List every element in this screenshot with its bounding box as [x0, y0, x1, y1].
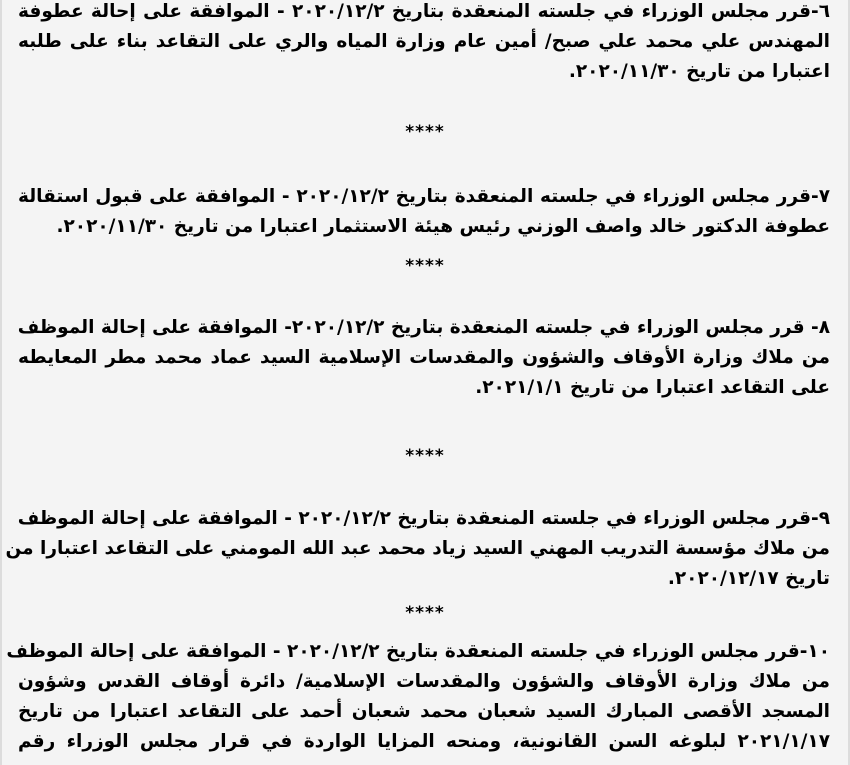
decision-line: ٢٠٢١/١/١٧ لبلوغه السن القانونية، ومنحه المزايا الواردة في قرار مجلس الوزراء رقم [18, 731, 830, 752]
separator-stars: **** [405, 256, 445, 276]
decision-line: من ملاك وزارة الأوقاف والشؤون والمقدسات الإسلامية/ دائرة أوقاف القدس وشؤون [18, 671, 830, 692]
decision-line: المسجد الأقصى المبارك السيد شعبان محمد شعبان أحمد على التقاعد اعتبارا من تاريخ [18, 701, 830, 722]
decision-item-7 [18, 182, 830, 242]
decision-item-10 [6, 637, 830, 757]
decision-line: ٨- قرر مجلس الوزراء في جلسته المنعقدة بتاريخ ٢٠٢٠/١٢/٢- الموافقة على إحالة الموظف [17, 317, 830, 338]
separator-stars: **** [405, 603, 445, 623]
separator-stars: **** [405, 446, 445, 466]
separator-stars: **** [405, 122, 445, 142]
left-page-edge [0, 0, 2, 765]
decision-line: من ملاك مؤسسة التدريب المهني السيد زياد محمد عبد الله المومني على التقاعد اعتبارا من [5, 538, 830, 559]
decision-line: اعتبارا من تاريخ ٢٠٢٠/١١/٣٠. [568, 61, 830, 82]
decision-line: ٩-قرر مجلس الوزراء في جلسته المنعقدة بتاريخ ٢٠٢٠/١٢/٢ - الموافقة على إحالة الموظف [17, 508, 830, 529]
decision-line: على التقاعد اعتبارا من تاريخ ٢٠٢١/١/١. [475, 377, 830, 398]
decision-line: عطوفة الدكتور خالد واصف الوزني رئيس هيئة الاستثمار اعتبارا من تاريخ ٢٠٢٠/١١/٣٠. [56, 216, 830, 237]
decision-line: من ملاك وزارة الأوقاف والشؤون والمقدسات الإسلامية السيد عماد محمد مطر المعايطه [18, 347, 830, 368]
decision-line: ٦-قرر مجلس الوزراء في جلسته المنعقدة بتاريخ ٢٠٢٠/١٢/٢ - الموافقة على إحالة عطوفة [18, 1, 830, 22]
decision-item-6 [18, 0, 830, 87]
decision-line: ٧-قرر مجلس الوزراء في جلسته المنعقدة بتاريخ ٢٠٢٠/١٢/٢ - الموافقة على قبول استقالة [18, 186, 830, 207]
decision-item-8 [18, 313, 830, 403]
decision-item-9 [5, 504, 830, 594]
decision-line: ١٠-قرر مجلس الوزراء في جلسته المنعقدة بتاريخ ٢٠٢٠/١٢/٢ - الموافقة على إحالة الموظف [6, 641, 830, 662]
decision-line: المهندس علي محمد علي صبح/ أمين عام وزارة المياه والري على التقاعد بناء على طلبه [18, 31, 830, 52]
decision-line: تاريخ ٢٠٢٠/١٢/١٧. [667, 568, 830, 589]
